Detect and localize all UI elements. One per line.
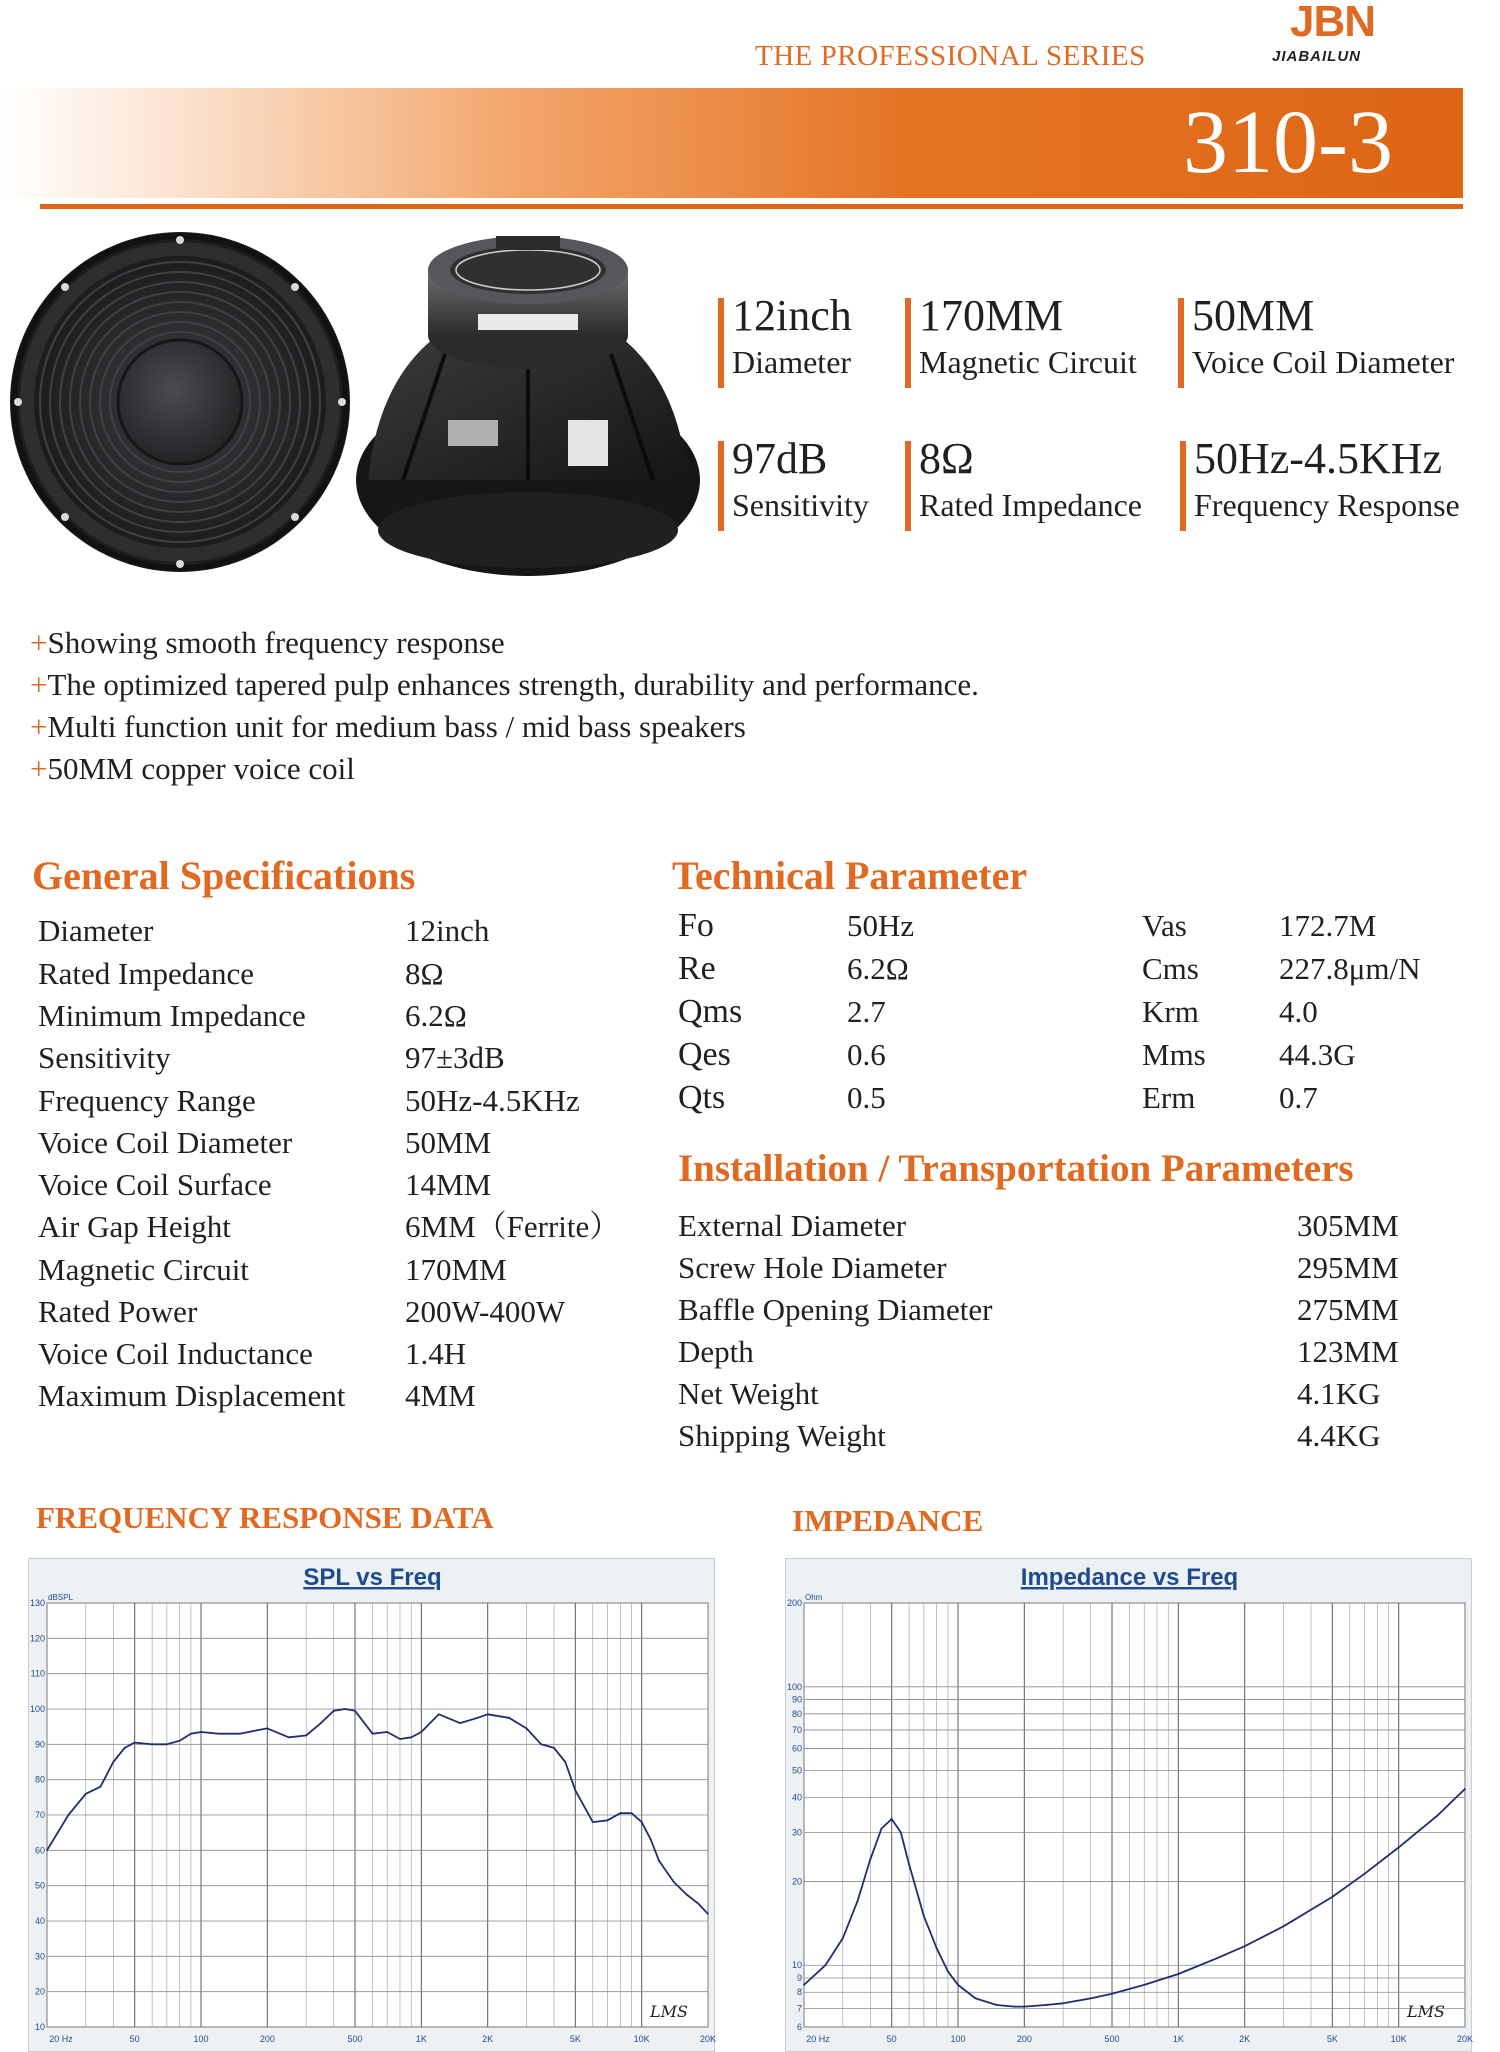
y-tick-label: 9 — [796, 1972, 802, 1983]
spl-chart-svg — [29, 1559, 716, 2052]
data-point — [1023, 2006, 1025, 2008]
key-spec-label: Frequency Response — [1194, 487, 1460, 523]
data-point — [344, 1708, 346, 1710]
technical-label: Erm — [1142, 1080, 1196, 1115]
general-spec-row: Maximum Displacement — [38, 1378, 346, 1413]
general-spec-row: Voice Coil Diameter — [38, 1125, 293, 1160]
feature-list — [30, 622, 979, 790]
x-tick-label: 2K — [482, 2034, 494, 2044]
data-point — [1283, 1925, 1285, 1927]
data-point — [399, 1738, 401, 1740]
data-point — [686, 1894, 688, 1896]
data-point — [881, 1828, 883, 1830]
banner-underline — [40, 204, 1463, 209]
data-point — [438, 1713, 440, 1715]
x-tick-label: 50 — [129, 2034, 140, 2044]
data-point — [420, 1731, 422, 1733]
data-point — [1013, 2006, 1015, 2008]
data-point — [658, 1860, 660, 1862]
technical-value: 6.2Ω — [847, 951, 909, 986]
data-point — [526, 1728, 528, 1730]
logo-mark: JBN — [1290, 0, 1376, 46]
general-spec-value: 97±3dB — [405, 1040, 505, 1075]
data-point — [134, 1742, 136, 1744]
x-tick-label: 20 Hz — [806, 2034, 830, 2044]
technical-value: 0.5 — [847, 1080, 886, 1115]
model-banner — [0, 88, 1463, 198]
data-point — [1331, 1896, 1333, 1898]
install-label: External Diameter — [678, 1208, 907, 1243]
y-tick-label: 7 — [796, 2003, 802, 2014]
install-value: 4.4KG — [1297, 1418, 1381, 1453]
general-spec-value: 6.2Ω — [405, 998, 467, 1033]
y-tick-label: 50 — [791, 1765, 802, 1776]
y-tick-label: 10 — [791, 1960, 802, 1971]
technical-label: Vas — [1142, 908, 1187, 943]
general-spec-value: 8Ω — [405, 956, 444, 991]
key-spec-label: Voice Coil Diameter — [1192, 344, 1455, 380]
y-tick-label: 60 — [791, 1743, 802, 1754]
install-label: Baffle Opening Diameter — [678, 1292, 993, 1327]
general-spec-value: 50Hz-4.5KHz — [405, 1083, 580, 1118]
x-tick-label: 20 Hz — [49, 2034, 73, 2044]
y-tick-label: 200 — [786, 1598, 802, 1608]
key-spec-value: 97dB — [732, 434, 828, 483]
chart-title: SPL vs Freq — [303, 1564, 442, 1591]
model-number: 310-3 — [1183, 93, 1393, 192]
data-point — [305, 1735, 307, 1737]
technical-value: 172.7M — [1279, 908, 1377, 943]
key-spec-value: 12inch — [732, 291, 852, 340]
data-point — [85, 1793, 87, 1795]
data-point — [508, 1717, 510, 1719]
data-point — [266, 1728, 268, 1730]
data-point — [166, 1743, 168, 1745]
key-spec-value: 50MM — [1192, 291, 1315, 340]
x-tick-label: 500 — [1104, 2034, 1120, 2044]
data-point — [1437, 1815, 1439, 1817]
data-point — [1143, 1984, 1145, 1986]
data-point — [1111, 1993, 1113, 1995]
y-axis-label: Ohm — [805, 1593, 823, 1602]
data-point — [891, 1818, 893, 1820]
x-tick-label: 2K — [1239, 2034, 1251, 2044]
data-point — [947, 1971, 949, 1973]
install-value: 123MM — [1297, 1334, 1399, 1369]
technical-value: 44.3G — [1279, 1037, 1356, 1072]
data-point — [459, 1722, 461, 1724]
data-point — [477, 1717, 479, 1719]
general-spec-row: Diameter — [38, 913, 154, 948]
technical-label: Qts — [678, 1079, 726, 1116]
data-point — [553, 1747, 555, 1749]
general-spec-value: 4MM — [405, 1378, 476, 1413]
data-point — [923, 1915, 925, 1917]
data-point — [68, 1814, 70, 1816]
general-spec-row: Voice Coil Inductance — [38, 1336, 313, 1371]
data-point — [936, 1947, 938, 1949]
series-title: THE PROFESSIONAL SERIES — [755, 40, 1146, 72]
feature-item: +50MM copper voice coil — [30, 751, 355, 786]
data-point — [179, 1740, 181, 1742]
data-point — [487, 1713, 489, 1715]
install-label: Net Weight — [678, 1376, 819, 1411]
general-spec-value: 50MM — [405, 1125, 492, 1160]
data-point — [288, 1736, 290, 1738]
y-tick-label: 10 — [34, 2022, 45, 2032]
technical-label: Qes — [678, 1036, 731, 1073]
data-point — [372, 1733, 374, 1735]
data-point — [697, 1902, 699, 1904]
logo-subtitle: JIABAILUN — [1272, 48, 1362, 65]
chart-title: Impedance vs Freq — [1020, 1564, 1239, 1591]
y-tick-label: 30 — [34, 1951, 45, 1962]
data-point — [1177, 1973, 1179, 1975]
feature-item: +Multi function unit for medium bass / mid bass speakers — [30, 709, 746, 744]
feature-item: +Showing smooth frequency response — [30, 625, 505, 660]
general-spec-row: Sensitivity — [38, 1040, 171, 1075]
y-tick-label: 20 — [34, 1986, 45, 1997]
y-tick-label: 80 — [791, 1708, 802, 1719]
key-spec-label: Rated Impedance — [919, 487, 1142, 523]
x-tick-label: 500 — [347, 2034, 363, 2044]
general-spec-row: Rated Power — [38, 1294, 198, 1329]
x-tick-label: 1K — [1172, 2034, 1184, 2044]
lms-watermark: LMS — [650, 2002, 688, 2021]
data-point — [857, 1900, 859, 1902]
technical-label: Re — [678, 950, 716, 987]
data-point — [641, 1821, 643, 1823]
technical-label: Krm — [1142, 994, 1199, 1029]
data-point — [386, 1731, 388, 1733]
general-spec-row: Magnetic Circuit — [38, 1252, 249, 1287]
y-axis-label: dBSPL — [48, 1593, 73, 1602]
x-tick-label: 200 — [259, 2034, 275, 2044]
x-tick-label: 50 — [886, 2034, 897, 2044]
data-point — [100, 1786, 102, 1788]
y-tick-label: 6 — [796, 2022, 802, 2032]
key-spec-magnetic-circuit — [905, 290, 1137, 390]
data-point — [825, 1964, 827, 1966]
y-tick-label: 90 — [34, 1739, 45, 1750]
x-tick-label: 5K — [1326, 2034, 1338, 2044]
impedance-chart-svg — [786, 1559, 1473, 2052]
data-point — [650, 1839, 652, 1841]
general-spec-row: Frequency Range — [38, 1083, 256, 1118]
key-spec-label: Sensitivity — [732, 487, 869, 523]
data-point — [673, 1881, 675, 1883]
x-tick-label: 1K — [415, 2034, 427, 2044]
data-point — [190, 1733, 192, 1735]
key-spec-voice-coil — [1178, 290, 1454, 390]
data-point — [803, 1984, 805, 1986]
x-tick-label: 100 — [950, 2034, 966, 2044]
data-point — [218, 1733, 220, 1735]
data-point — [869, 1859, 871, 1861]
data-point — [46, 1849, 48, 1851]
technical-value: 0.7 — [1279, 1080, 1318, 1115]
y-tick-label: 100 — [29, 1704, 45, 1714]
data-point — [540, 1743, 542, 1745]
brand-logo — [1268, 0, 1438, 70]
technical-heading: Technical Parameter — [672, 853, 1028, 898]
general-spec-value: 6MM（Ferrite） — [405, 1209, 621, 1244]
plot-area — [804, 1603, 1465, 2027]
install-label: Shipping Weight — [678, 1418, 886, 1453]
technical-value: 227.8μm/N — [1279, 951, 1421, 986]
y-tick-label: 110 — [30, 1668, 45, 1679]
y-tick-label: 20 — [791, 1876, 802, 1887]
install-value: 4.1KG — [1297, 1376, 1381, 1411]
technical-label: Mms — [1142, 1037, 1206, 1072]
x-tick-label: 200 — [1016, 2034, 1032, 2044]
y-tick-label: 70 — [34, 1810, 45, 1820]
y-tick-label: 30 — [791, 1827, 802, 1838]
data-point — [1244, 1945, 1246, 1947]
data-point — [975, 1998, 977, 2000]
x-tick-label: 10K — [633, 2034, 650, 2044]
technical-value: 2.7 — [847, 994, 886, 1029]
technical-label: Qms — [678, 993, 743, 1030]
spl-chart — [28, 1558, 715, 2052]
impedance-heading: IMPEDANCE — [792, 1503, 984, 1538]
general-spec-row: Air Gap Height — [38, 1209, 231, 1244]
data-point — [354, 1710, 356, 1712]
key-spec-sensitivity — [718, 433, 869, 533]
freq-response-heading: FREQUENCY RESPONSE DATA — [36, 1500, 494, 1535]
general-spec-row: Minimum Impedance — [38, 998, 306, 1033]
install-heading: Installation / Transportation Parameters — [678, 1147, 1354, 1190]
y-tick-label: 130 — [29, 1598, 45, 1608]
y-tick-label: 120 — [29, 1633, 45, 1644]
data-point — [1045, 2004, 1047, 2006]
speaker-photo — [8, 230, 713, 580]
x-tick-label: 100 — [193, 2034, 209, 2044]
x-tick-label: 20K — [1456, 2034, 1473, 2044]
data-point — [996, 2004, 998, 2006]
technical-value: 4.0 — [1279, 994, 1318, 1029]
data-point — [574, 1789, 576, 1791]
x-tick-label: 20K — [699, 2034, 716, 2044]
data-point — [112, 1761, 114, 1763]
data-point — [410, 1736, 412, 1738]
data-point — [842, 1937, 844, 1939]
technical-value: 50Hz — [847, 908, 915, 943]
general-spec-heading: General Specifications — [32, 853, 416, 898]
data-point — [957, 1984, 959, 1986]
general-spec-value: 200W-400W — [405, 1294, 566, 1329]
y-tick-label: 90 — [791, 1694, 802, 1705]
install-value: 275MM — [1297, 1292, 1399, 1327]
install-value: 305MM — [1297, 1208, 1399, 1243]
install-label: Depth — [678, 1334, 754, 1369]
x-tick-label: 5K — [569, 2034, 581, 2044]
data-point — [256, 1729, 258, 1731]
y-tick-label: 60 — [34, 1845, 45, 1856]
impedance-chart — [785, 1558, 1472, 2052]
key-spec-impedance — [905, 433, 1142, 533]
data-point — [333, 1710, 335, 1712]
technical-label: Cms — [1142, 951, 1199, 986]
y-tick-label: 70 — [791, 1724, 802, 1735]
feature-item: +The optimized tapered pulp enhances strength, durability and performance. — [30, 667, 979, 702]
data-point — [320, 1722, 322, 1724]
data-point — [1398, 1847, 1400, 1849]
key-spec-label: Diameter — [732, 344, 852, 380]
key-spec-diameter — [718, 290, 852, 390]
key-spec-value: 170MM — [919, 291, 1064, 340]
install-label: Screw Hole Diameter — [678, 1250, 947, 1285]
key-spec-frequency-response — [1180, 433, 1460, 533]
general-spec-value: 170MM — [405, 1252, 507, 1287]
data-point — [1062, 2002, 1064, 2004]
speaker-rear-view — [356, 236, 700, 576]
data-point — [908, 1864, 910, 1866]
general-spec-value: 12inch — [405, 913, 490, 948]
data-point — [619, 1812, 621, 1814]
y-tick-label: 40 — [34, 1916, 45, 1926]
install-value: 295MM — [1297, 1250, 1399, 1285]
data-point — [200, 1731, 202, 1733]
y-tick-label: 50 — [34, 1880, 45, 1891]
data-point — [607, 1819, 609, 1821]
x-tick-label: 10K — [1390, 2034, 1407, 2044]
data-point — [151, 1743, 153, 1745]
lms-watermark: LMS — [1407, 2002, 1445, 2021]
general-spec-value: 14MM — [405, 1167, 492, 1202]
speaker-front-view — [10, 232, 350, 572]
data-point — [707, 1913, 709, 1915]
technical-value: 0.6 — [847, 1037, 886, 1072]
key-spec-value: 8Ω — [919, 434, 974, 483]
data-point — [239, 1733, 241, 1735]
y-tick-label: 8 — [796, 1987, 802, 1998]
key-spec-label: Magnetic Circuit — [919, 344, 1137, 380]
general-spec-row: Rated Impedance — [38, 956, 255, 991]
data-point — [1364, 1873, 1366, 1875]
data-point — [124, 1747, 126, 1749]
data-point — [564, 1761, 566, 1763]
data-point — [900, 1832, 902, 1834]
y-tick-label: 80 — [34, 1774, 45, 1785]
y-tick-label: 40 — [791, 1792, 802, 1803]
data-point — [1464, 1788, 1466, 1790]
data-point — [592, 1821, 594, 1823]
data-point — [631, 1812, 633, 1814]
data-point — [1090, 1998, 1092, 2000]
y-tick-label: 100 — [786, 1681, 802, 1692]
general-spec-value: 1.4H — [405, 1336, 467, 1371]
data-point — [1216, 1957, 1218, 1959]
technical-label: Fo — [678, 907, 714, 944]
general-spec-row: Voice Coil Surface — [38, 1167, 272, 1202]
key-spec-value: 50Hz-4.5KHz — [1194, 434, 1443, 483]
